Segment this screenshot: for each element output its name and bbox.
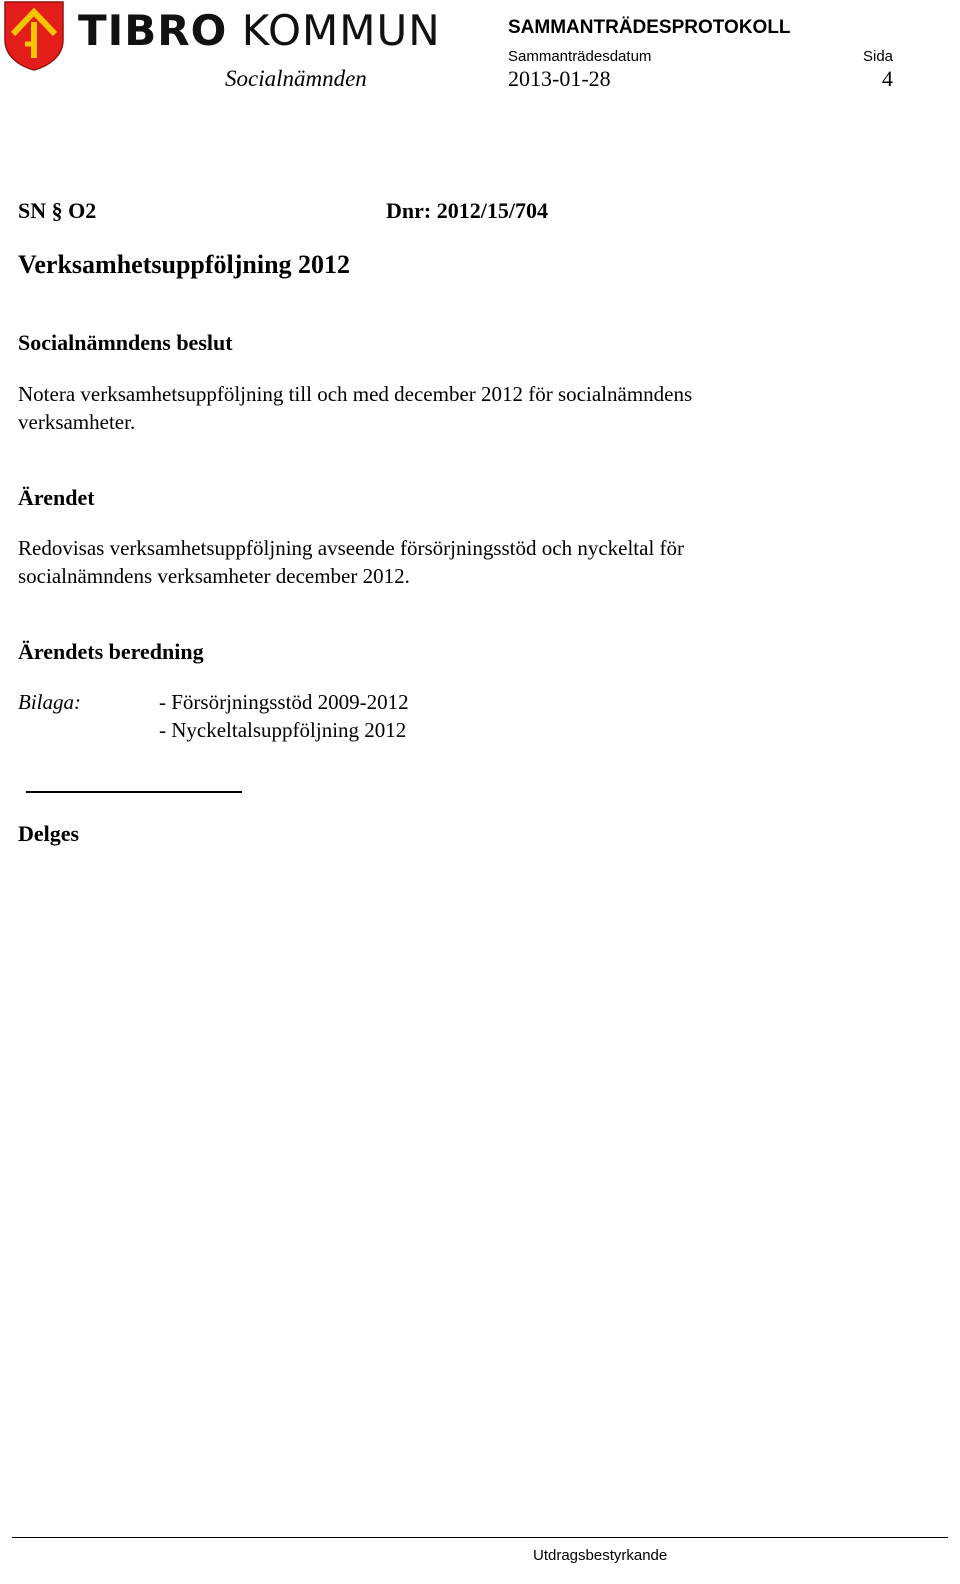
decision-text-line-2: verksamheter. <box>18 410 136 434</box>
matter-text-line-2: socialnämndens verksamheter december 2012. <box>18 564 410 588</box>
preparation-heading: Ärendets beredning <box>18 639 204 664</box>
page-number: 4 <box>882 66 893 91</box>
attachment-item: - Nyckeltalsuppföljning 2012 <box>159 718 407 742</box>
page-label: Sida <box>863 48 894 65</box>
meeting-date: 2013-01-28 <box>508 66 611 91</box>
document-type: SAMMANTRÄDESPROTOKOLL <box>508 17 791 38</box>
footer-rule <box>12 1537 948 1538</box>
case-title: Verksamhetsuppföljning 2012 <box>18 250 351 279</box>
distribution-heading: Delges <box>18 821 80 846</box>
logo-text-regular: KOMMUN <box>241 6 441 55</box>
section-separator <box>26 791 242 793</box>
logo-wordmark <box>78 6 441 55</box>
tibro-coat-of-arms-icon <box>3 0 65 72</box>
committee-name: Socialnämnden <box>225 66 367 91</box>
footer-certification-label: Utdragsbestyrkande <box>533 1547 668 1564</box>
matter-heading: Ärendet <box>18 485 95 510</box>
case-dnr: Dnr: 2012/15/704 <box>386 198 548 223</box>
decision-heading: Socialnämndens beslut <box>18 330 233 355</box>
case-paragraph: SN § O2 <box>18 198 97 223</box>
date-label: Sammanträdesdatum <box>508 48 652 65</box>
attachment-label: Bilaga: <box>18 690 81 714</box>
attachment-item: - Försörjningsstöd 2009-2012 <box>159 690 409 714</box>
matter-text-line-1: Redovisas verksamhetsuppföljning avseende försörjningsstöd och nyckeltal för <box>18 536 685 560</box>
logo-text-bold: TIBRO <box>78 6 228 55</box>
decision-text-line-1: Notera verksamhetsuppföljning till och med december 2012 för socialnämndens <box>18 382 693 406</box>
